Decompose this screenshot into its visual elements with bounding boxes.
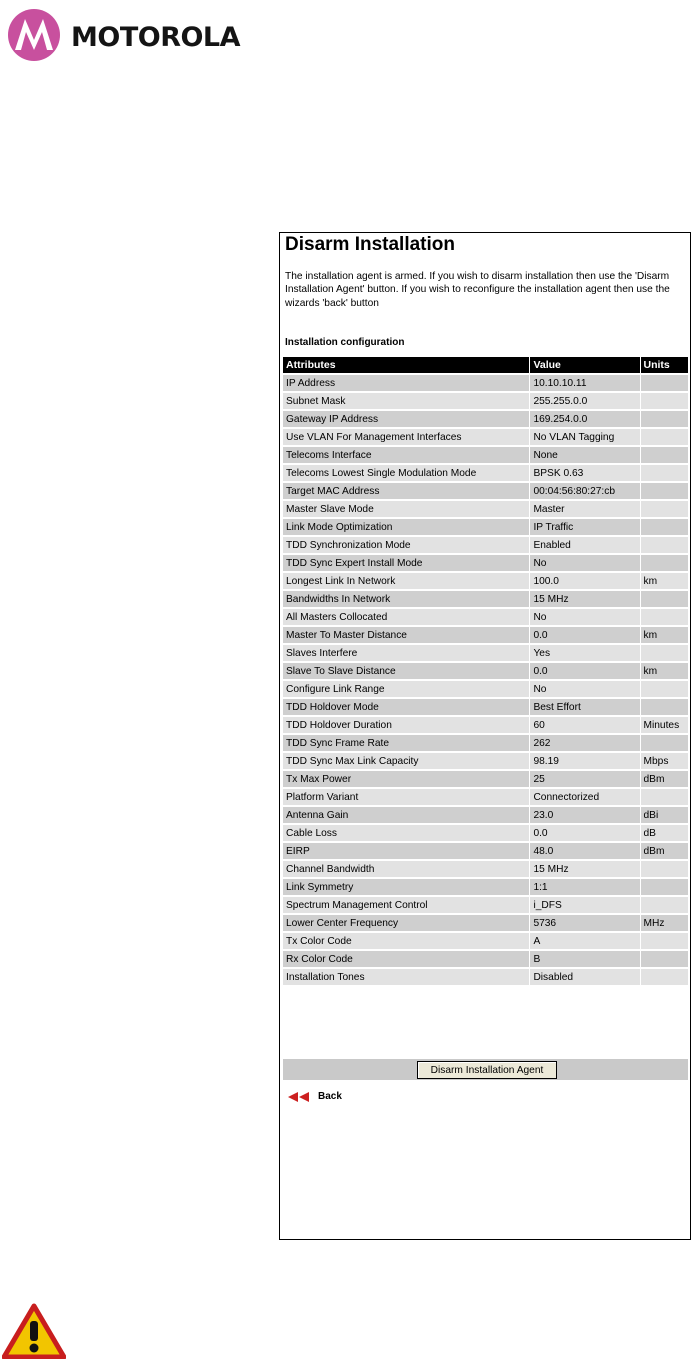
row-value: 0.0 bbox=[530, 663, 639, 679]
row-units: dB bbox=[641, 825, 688, 841]
row-value: Yes bbox=[530, 645, 639, 661]
table-row bbox=[283, 645, 688, 661]
row-attribute: TDD Synchronization Mode bbox=[283, 537, 529, 553]
row-attribute: Tx Color Code bbox=[283, 933, 529, 949]
table-row bbox=[283, 483, 688, 499]
row-units bbox=[641, 609, 688, 625]
disarm-installation-agent-button[interactable]: Disarm Installation Agent bbox=[417, 1061, 557, 1079]
table-row bbox=[283, 555, 688, 571]
table-row bbox=[283, 933, 688, 949]
row-attribute: TDD Sync Expert Install Mode bbox=[283, 555, 529, 571]
row-attribute: Rx Color Code bbox=[283, 951, 529, 967]
table-header-row bbox=[283, 357, 688, 373]
row-attribute: Subnet Mask bbox=[283, 393, 529, 409]
table-row bbox=[283, 501, 688, 517]
row-attribute: Gateway IP Address bbox=[283, 411, 529, 427]
row-value: 169.254.0.0 bbox=[530, 411, 639, 427]
table-row bbox=[283, 753, 688, 769]
row-attribute: Bandwidths In Network bbox=[283, 591, 529, 607]
row-value: 5736 bbox=[530, 915, 639, 931]
row-attribute: IP Address bbox=[283, 375, 529, 391]
row-units bbox=[641, 555, 688, 571]
row-attribute: Longest Link In Network bbox=[283, 573, 529, 589]
row-value: Connectorized bbox=[530, 789, 639, 805]
row-units bbox=[641, 933, 688, 949]
row-value: No VLAN Tagging bbox=[530, 429, 639, 445]
row-units bbox=[641, 681, 688, 697]
header-value: Value bbox=[530, 357, 639, 373]
row-units bbox=[641, 429, 688, 445]
row-units bbox=[641, 735, 688, 751]
row-value: Enabled bbox=[530, 537, 639, 553]
row-units bbox=[641, 411, 688, 427]
row-value: i_DFS bbox=[530, 897, 639, 913]
row-units bbox=[641, 537, 688, 553]
table-row bbox=[283, 573, 688, 589]
table-row bbox=[283, 879, 688, 895]
table-row bbox=[283, 627, 688, 643]
row-units bbox=[641, 465, 688, 481]
row-units bbox=[641, 447, 688, 463]
page-title: Disarm Installation bbox=[285, 234, 455, 255]
row-value: B bbox=[530, 951, 639, 967]
row-value: 100.0 bbox=[530, 573, 639, 589]
row-value: 1:1 bbox=[530, 879, 639, 895]
row-units: MHz bbox=[641, 915, 688, 931]
row-value: 15 MHz bbox=[530, 591, 639, 607]
table-row bbox=[283, 789, 688, 805]
row-units bbox=[641, 591, 688, 607]
table-row bbox=[283, 519, 688, 535]
row-attribute: Master To Master Distance bbox=[283, 627, 529, 643]
table-row bbox=[283, 375, 688, 391]
table-row bbox=[283, 771, 688, 787]
row-units: dBm bbox=[641, 771, 688, 787]
row-units: km bbox=[641, 573, 688, 589]
table-row bbox=[283, 951, 688, 967]
table-row bbox=[283, 897, 688, 913]
row-units: dBi bbox=[641, 807, 688, 823]
row-value: 255.255.0.0 bbox=[530, 393, 639, 409]
back-link[interactable] bbox=[288, 1091, 342, 1102]
row-units bbox=[641, 699, 688, 715]
row-units bbox=[641, 861, 688, 877]
row-attribute: TDD Sync Max Link Capacity bbox=[283, 753, 529, 769]
row-value: 0.0 bbox=[530, 627, 639, 643]
motorola-batwing-icon bbox=[6, 6, 62, 64]
row-attribute: Antenna Gain bbox=[283, 807, 529, 823]
row-value: Disabled bbox=[530, 969, 639, 985]
row-units: km bbox=[641, 627, 688, 643]
row-units bbox=[641, 483, 688, 499]
row-units bbox=[641, 519, 688, 535]
table-row bbox=[283, 411, 688, 427]
row-attribute: Telecoms Lowest Single Modulation Mode bbox=[283, 465, 529, 481]
row-units: dBm bbox=[641, 843, 688, 859]
table-row bbox=[283, 717, 688, 733]
row-attribute: Platform Variant bbox=[283, 789, 529, 805]
row-units bbox=[641, 969, 688, 985]
row-attribute: Channel Bandwidth bbox=[283, 861, 529, 877]
row-attribute: Telecoms Interface bbox=[283, 447, 529, 463]
row-attribute: Use VLAN For Management Interfaces bbox=[283, 429, 529, 445]
row-attribute: Slaves Interfere bbox=[283, 645, 529, 661]
row-value: 60 bbox=[530, 717, 639, 733]
table-row bbox=[283, 843, 688, 859]
table-row bbox=[283, 465, 688, 481]
row-value: No bbox=[530, 555, 639, 571]
header-units: Units bbox=[641, 357, 688, 373]
row-attribute: TDD Holdover Mode bbox=[283, 699, 529, 715]
table-row bbox=[283, 447, 688, 463]
row-value: 10.10.10.11 bbox=[530, 375, 639, 391]
row-attribute: Target MAC Address bbox=[283, 483, 529, 499]
row-attribute: EIRP bbox=[283, 843, 529, 859]
row-value: A bbox=[530, 933, 639, 949]
motorola-logo bbox=[6, 6, 264, 66]
row-attribute: TDD Sync Frame Rate bbox=[283, 735, 529, 751]
row-units: Minutes bbox=[641, 717, 688, 733]
section-title: Installation configuration bbox=[285, 337, 405, 348]
row-value: IP Traffic bbox=[530, 519, 639, 535]
warning-icon bbox=[2, 1303, 66, 1359]
row-units bbox=[641, 789, 688, 805]
table-row bbox=[283, 663, 688, 679]
table-body bbox=[283, 375, 688, 985]
table-row bbox=[283, 537, 688, 553]
row-attribute: Slave To Slave Distance bbox=[283, 663, 529, 679]
intro-text: The installation agent is armed. If you wish to disarm installation then use the 'Disarm Installation Agent' button. If you wish to reconfigure the installation agent then use the wizards 'back' button bbox=[285, 271, 670, 309]
row-attribute: Configure Link Range bbox=[283, 681, 529, 697]
row-attribute: TDD Holdover Duration bbox=[283, 717, 529, 733]
table-row bbox=[283, 393, 688, 409]
table-row bbox=[283, 861, 688, 877]
row-value: 262 bbox=[530, 735, 639, 751]
table-row bbox=[283, 825, 688, 841]
row-value: Best Effort bbox=[530, 699, 639, 715]
header-attributes: Attributes bbox=[283, 357, 529, 373]
row-units bbox=[641, 879, 688, 895]
row-attribute: All Masters Collocated bbox=[283, 609, 529, 625]
row-value: None bbox=[530, 447, 639, 463]
row-value: 48.0 bbox=[530, 843, 639, 859]
row-attribute: Cable Loss bbox=[283, 825, 529, 841]
back-label[interactable]: Back bbox=[318, 1091, 342, 1102]
table-row bbox=[283, 609, 688, 625]
row-value: 25 bbox=[530, 771, 639, 787]
row-attribute: Tx Max Power bbox=[283, 771, 529, 787]
row-attribute: Installation Tones bbox=[283, 969, 529, 985]
row-value: No bbox=[530, 609, 639, 625]
row-value: 23.0 bbox=[530, 807, 639, 823]
table-row bbox=[283, 807, 688, 823]
table-row bbox=[283, 681, 688, 697]
row-units bbox=[641, 951, 688, 967]
row-attribute: Link Mode Optimization bbox=[283, 519, 529, 535]
row-units bbox=[641, 897, 688, 913]
disarm-installation-panel bbox=[279, 232, 691, 1240]
row-units bbox=[641, 645, 688, 661]
table-row bbox=[283, 591, 688, 607]
row-attribute: Link Symmetry bbox=[283, 879, 529, 895]
row-value: 0.0 bbox=[530, 825, 639, 841]
row-attribute: Lower Center Frequency bbox=[283, 915, 529, 931]
row-units: km bbox=[641, 663, 688, 679]
table-row bbox=[283, 915, 688, 931]
row-units: Mbps bbox=[641, 753, 688, 769]
row-attribute: Spectrum Management Control bbox=[283, 897, 529, 913]
row-value: 15 MHz bbox=[530, 861, 639, 877]
row-units bbox=[641, 375, 688, 391]
row-units bbox=[641, 393, 688, 409]
row-attribute: Master Slave Mode bbox=[283, 501, 529, 517]
table-row bbox=[283, 429, 688, 445]
row-units bbox=[641, 501, 688, 517]
table-row bbox=[283, 735, 688, 751]
row-value: 98.19 bbox=[530, 753, 639, 769]
row-value: No bbox=[530, 681, 639, 697]
row-value: 00:04:56:80:27:cb bbox=[530, 483, 639, 499]
action-row bbox=[283, 1059, 688, 1080]
double-left-arrow-icon bbox=[288, 1092, 310, 1102]
row-value: BPSK 0.63 bbox=[530, 465, 639, 481]
row-value: Master bbox=[530, 501, 639, 517]
table-row bbox=[283, 699, 688, 715]
installation-config-table bbox=[282, 355, 689, 987]
brand-name: MOTOROLA bbox=[71, 22, 241, 53]
table-row bbox=[283, 969, 688, 985]
